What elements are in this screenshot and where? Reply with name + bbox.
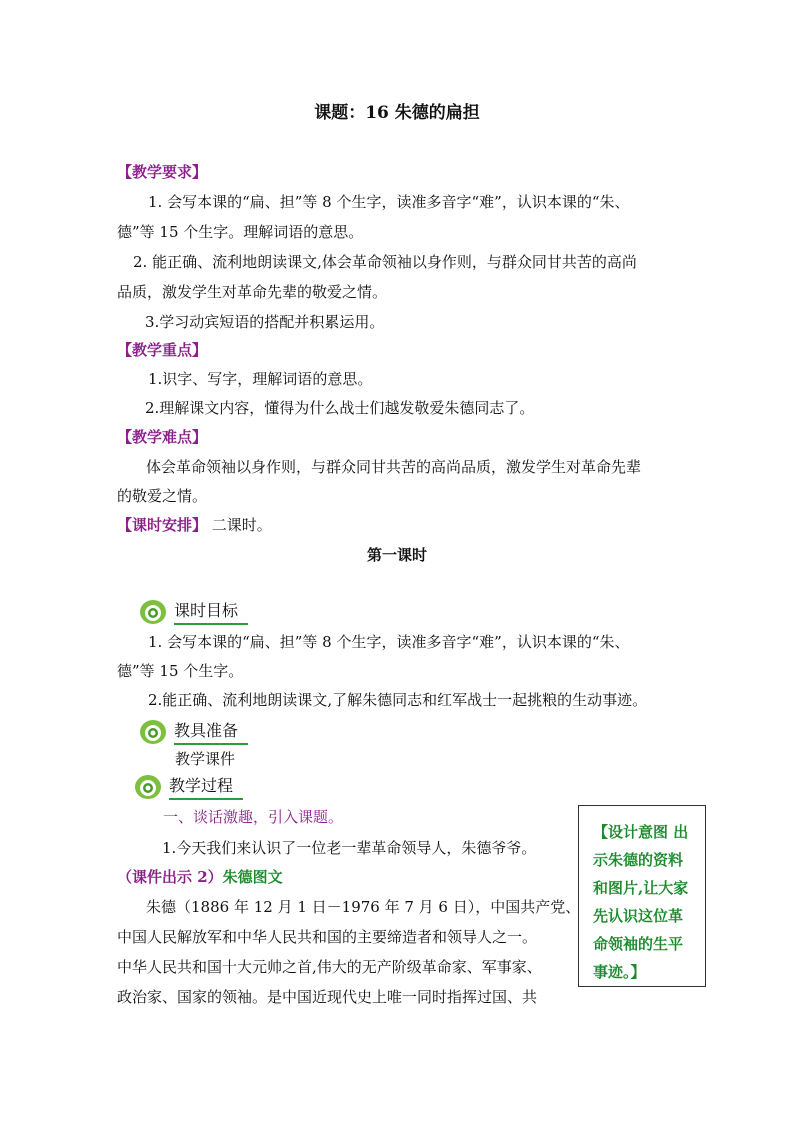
leaf-icon: [138, 597, 168, 627]
design-intent-box: [578, 805, 706, 987]
goals-heading: 课时目标: [174, 599, 248, 625]
goal-line-2: 德”等 15 个生字。: [117, 662, 244, 680]
key-points-heading: 【教学重点】: [117, 341, 208, 359]
materials-header: [138, 717, 248, 747]
courseware-title: 朱德图文: [222, 868, 283, 886]
leaf-icon: [138, 717, 168, 747]
process-body-line-3: 中华人民共和国十大元帅之首,伟大的无产阶级革命家、军事家、: [117, 958, 542, 976]
schedule-text: 二课时。: [211, 516, 272, 534]
requirements-heading: 【教学要求】: [117, 163, 208, 181]
process-body-line-1: 朱德（1886 年 12 月 1 日－1976 年 7 月 6 日），中国共产党、: [146, 898, 581, 916]
difficulty-line-2: 的敬爱之情。: [117, 487, 208, 505]
key-point-1: 1.识字、写字，理解词语的意思。: [148, 370, 373, 388]
goal-line-1: 1. 会写本课的“扁、担”等 8 个生字，读准多音字“难”，认识本课的“朱、: [148, 633, 630, 651]
leaf-icon: [133, 772, 163, 802]
process-step-1: 一、谈话激趣，引入课题。: [163, 808, 344, 826]
courseware-row: [117, 865, 283, 889]
materials-heading: 教具准备: [174, 719, 248, 745]
design-intent-text: 【设计意图 出示朱德的资料和图片,让大家先认识这位革命领袖的生平事迹。】: [593, 823, 689, 981]
requirements-line-4: 品质，激发学生对革命先辈的敬爱之情。: [117, 283, 388, 301]
goal-line-3: 2.能正确、流利地朗读课文,了解朱德同志和红军战士一起挑粮的生动事迹。: [148, 691, 648, 709]
requirements-line-3: 2. 能正确、流利地朗读课文,体会革命领袖以身作则，与群众同甘共苦的高尚: [133, 253, 637, 271]
lesson-title: 第一课时: [366, 546, 427, 564]
process-body-line-4: 政治家、国家的领袖。是中国近现代史上唯一同时指挥过国、共: [117, 988, 538, 1006]
requirements-line-1: 1. 会写本课的“扁、担”等 8 个生字，读准多音字“难”，认识本课的“朱、: [148, 193, 630, 211]
difficulties-heading: 【教学难点】: [117, 428, 208, 446]
materials-text: 教学课件: [175, 750, 236, 768]
courseware-label: （课件出示 2）: [117, 868, 223, 886]
process-body-line-2: 中国人民解放军和中华人民共和国的主要缔造者和领导人之一。: [117, 928, 538, 946]
schedule-heading: 【课时安排】: [117, 516, 208, 534]
process-heading: 教学过程: [169, 774, 243, 800]
requirements-line-5: 3.学习动宾短语的搭配并积累运用。: [145, 313, 385, 331]
key-point-2: 2.理解课文内容，懂得为什么战士们越发敬爱朱德同志了。: [145, 399, 535, 417]
process-step-1-text: 1.今天我们来认识了一位老一辈革命领导人，朱德爷爷。: [162, 839, 537, 857]
difficulty-line-1: 体会革命领袖以身作则，与群众同甘共苦的高尚品质，激发学生对革命先辈: [146, 458, 642, 476]
process-header: [133, 772, 243, 802]
schedule-row: [117, 513, 272, 537]
page-title: 课题：16 朱德的扁担: [314, 103, 480, 123]
goals-header: [138, 597, 248, 627]
requirements-line-2: 德”等 15 个生字。理解词语的意思。: [117, 223, 364, 241]
